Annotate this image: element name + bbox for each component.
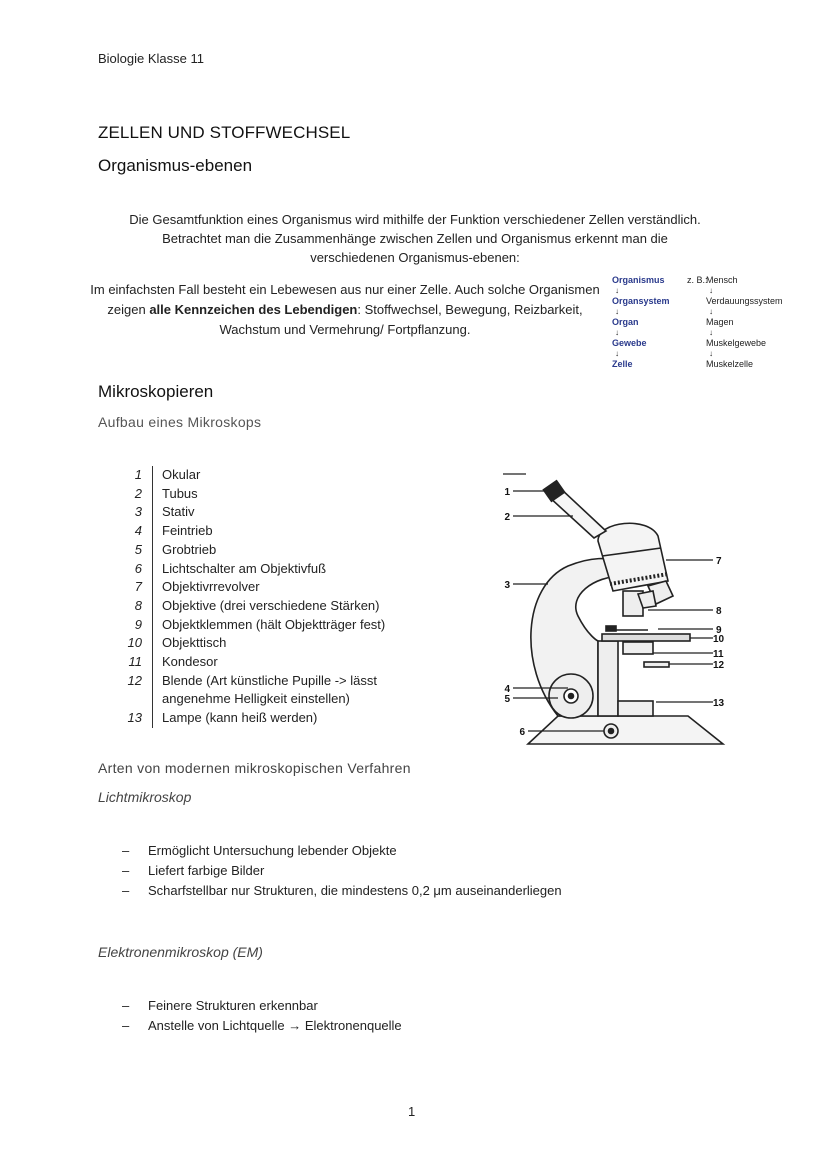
para-text: Im einfachsten Fall besteht ein Lebewesen aus nur einer Zelle. Auch solche Organismen zeigen bbox=[90, 282, 600, 317]
page-number: 1 bbox=[408, 1104, 416, 1119]
list-item bbox=[122, 841, 562, 861]
microscope-parts-list bbox=[110, 466, 412, 728]
figure-label: 9 bbox=[716, 625, 722, 636]
microscope-icon bbox=[498, 466, 738, 756]
part-number: 12 bbox=[127, 672, 142, 688]
table-row bbox=[110, 522, 412, 541]
example-item: Muskelgewebe bbox=[706, 338, 767, 348]
arrow-down-icon: ↓ bbox=[709, 348, 713, 358]
level-item: Organismus bbox=[612, 275, 665, 285]
list-item bbox=[122, 996, 402, 1016]
page-header: Biologie Klasse 11 bbox=[98, 51, 204, 66]
example-item: Magen bbox=[706, 317, 734, 327]
table-row bbox=[110, 597, 412, 616]
figure-label: 12 bbox=[713, 660, 725, 671]
table-row bbox=[110, 653, 412, 672]
heading-elektronenmikroskop: Elektronenmikroskop (EM) bbox=[98, 944, 263, 960]
part-number: 5 bbox=[134, 541, 142, 557]
figure-label: 5 bbox=[504, 694, 510, 705]
table-row bbox=[110, 578, 412, 597]
part-label: Lampe (kann heiß werden) bbox=[153, 709, 413, 728]
part-label: Objektivrrevolver bbox=[153, 578, 413, 597]
figure-label: 3 bbox=[504, 580, 510, 591]
part-label: Objektive (drei verschiedene Stärken) bbox=[153, 597, 413, 616]
part-number: 11 bbox=[128, 654, 142, 670]
table-row bbox=[110, 485, 412, 504]
table-row bbox=[110, 541, 412, 560]
table-row bbox=[110, 560, 412, 579]
example-item: Muskelzelle bbox=[706, 359, 754, 369]
lichtmikroskop-list bbox=[122, 841, 562, 901]
arrow-down-icon: ↓ bbox=[615, 306, 619, 316]
part-label: Stativ bbox=[153, 503, 413, 522]
intro-line: Die Gesamtfunktion eines Organismus wird mithilfe der Funktion verschiedener Zellen verständlich. bbox=[129, 212, 701, 227]
figure-label: 4 bbox=[504, 684, 510, 695]
arrow-down-icon: ↓ bbox=[709, 306, 713, 316]
table-row bbox=[110, 709, 412, 728]
arrow-down-icon: ↓ bbox=[709, 285, 713, 295]
arrow-down-icon: ↓ bbox=[615, 285, 619, 295]
part-label: Blende (Art künstliche Pupille -> lässt angenehme Helligkeit einstellen) bbox=[153, 672, 413, 709]
list-item bbox=[122, 881, 562, 901]
level-item: Gewebe bbox=[612, 338, 647, 348]
part-label: Tubus bbox=[153, 485, 413, 504]
level-item: Zelle bbox=[612, 359, 633, 369]
para-bold-text: alle Kennzeichen des Lebendigen bbox=[149, 302, 358, 317]
part-label: Okular bbox=[153, 466, 413, 485]
figure-label: 2 bbox=[504, 512, 510, 523]
table-row bbox=[110, 672, 412, 709]
subheading-verfahren: Arten von modernen mikroskopischen Verfahren bbox=[98, 760, 411, 776]
figure-label: 13 bbox=[713, 698, 725, 709]
list-item-text: Scharfstellbar nur Strukturen, die mindestens 0,2 μm auseinanderliegen bbox=[148, 883, 562, 898]
arrow-down-icon: ↓ bbox=[615, 348, 619, 358]
list-item bbox=[122, 861, 562, 881]
part-label: Objektklemmen (hält Objektträger fest) bbox=[153, 616, 413, 635]
table-row bbox=[110, 616, 412, 635]
figure-label: 1 bbox=[504, 487, 510, 498]
part-number: 13 bbox=[127, 710, 142, 726]
levels-column bbox=[612, 275, 670, 370]
example-item: Mensch bbox=[706, 275, 738, 285]
heading-lichtmikroskop: Lichtmikroskop bbox=[98, 789, 192, 805]
dash-bullet-icon: – bbox=[122, 843, 130, 858]
list-item-text: Anstelle von Lichtquelle → Elektronenquelle bbox=[148, 1018, 402, 1033]
subheading-aufbau: Aufbau eines Mikroskops bbox=[98, 414, 262, 430]
part-number: 1 bbox=[134, 467, 142, 482]
dash-bullet-icon: – bbox=[122, 863, 130, 878]
part-label: Objekttisch bbox=[153, 634, 413, 653]
part-number: 9 bbox=[134, 616, 142, 632]
document-title: ZELLEN UND STOFFWECHSEL bbox=[98, 123, 351, 142]
example-label-column bbox=[687, 275, 708, 286]
figure-label: 8 bbox=[716, 606, 722, 617]
level-item: Organ bbox=[612, 317, 639, 327]
characteristics-paragraph bbox=[90, 280, 600, 340]
list-item-text: Liefert farbige Bilder bbox=[148, 863, 265, 878]
figure-label: 7 bbox=[716, 556, 722, 567]
table-row bbox=[110, 466, 412, 485]
figure-label: 11 bbox=[713, 649, 724, 660]
intro-line: Betrachtet man die Zusammenhänge zwischen Zellen und Organismus erkennt man die bbox=[162, 231, 668, 246]
part-number: 7 bbox=[134, 579, 142, 595]
part-number: 2 bbox=[134, 485, 142, 501]
part-number: 6 bbox=[134, 560, 142, 576]
table-row bbox=[110, 634, 412, 653]
part-number: 3 bbox=[134, 504, 142, 520]
figure-label: 6 bbox=[519, 727, 525, 738]
dash-bullet-icon: – bbox=[122, 998, 130, 1013]
section-heading-organismus-ebenen: Organismus-ebenen bbox=[98, 156, 253, 175]
arrow-down-icon: ↓ bbox=[615, 327, 619, 337]
part-label: Feintrieb bbox=[153, 522, 413, 541]
level-item: Organsystem bbox=[612, 296, 670, 306]
list-item-text: Ermöglicht Untersuchung lebender Objekte bbox=[148, 843, 397, 858]
microscope-diagram bbox=[498, 466, 738, 756]
elektronenmikroskop-list bbox=[122, 996, 402, 1036]
part-label: Kondesor bbox=[153, 653, 413, 672]
part-number: 8 bbox=[134, 597, 142, 613]
list-item bbox=[122, 1016, 402, 1036]
example-item: Verdauungssystem bbox=[706, 296, 783, 306]
part-number: 10 bbox=[127, 635, 142, 651]
dash-bullet-icon: – bbox=[122, 1018, 130, 1033]
section-heading-mikroskopieren: Mikroskopieren bbox=[98, 382, 214, 401]
examples-column bbox=[706, 275, 783, 370]
list-item-text: Feinere Strukturen erkennbar bbox=[148, 998, 318, 1013]
arrow-down-icon: ↓ bbox=[709, 327, 713, 337]
part-label: Grobtrieb bbox=[153, 541, 413, 560]
part-number: 4 bbox=[134, 523, 142, 539]
dash-bullet-icon: – bbox=[122, 883, 130, 898]
example-label: z. B.: bbox=[687, 275, 708, 285]
figure-label: 10 bbox=[713, 634, 725, 645]
para-text: : Stoffwechsel, Bewegung, Reizbarkeit, Wachstum und Vermehrung/ Fortpflanzung. bbox=[219, 302, 583, 337]
intro-line: verschiedenen Organismus-ebenen: bbox=[310, 250, 520, 265]
part-label: Lichtschalter am Objektivfuß bbox=[153, 560, 413, 579]
table-row bbox=[110, 503, 412, 522]
intro-paragraph bbox=[90, 210, 740, 267]
